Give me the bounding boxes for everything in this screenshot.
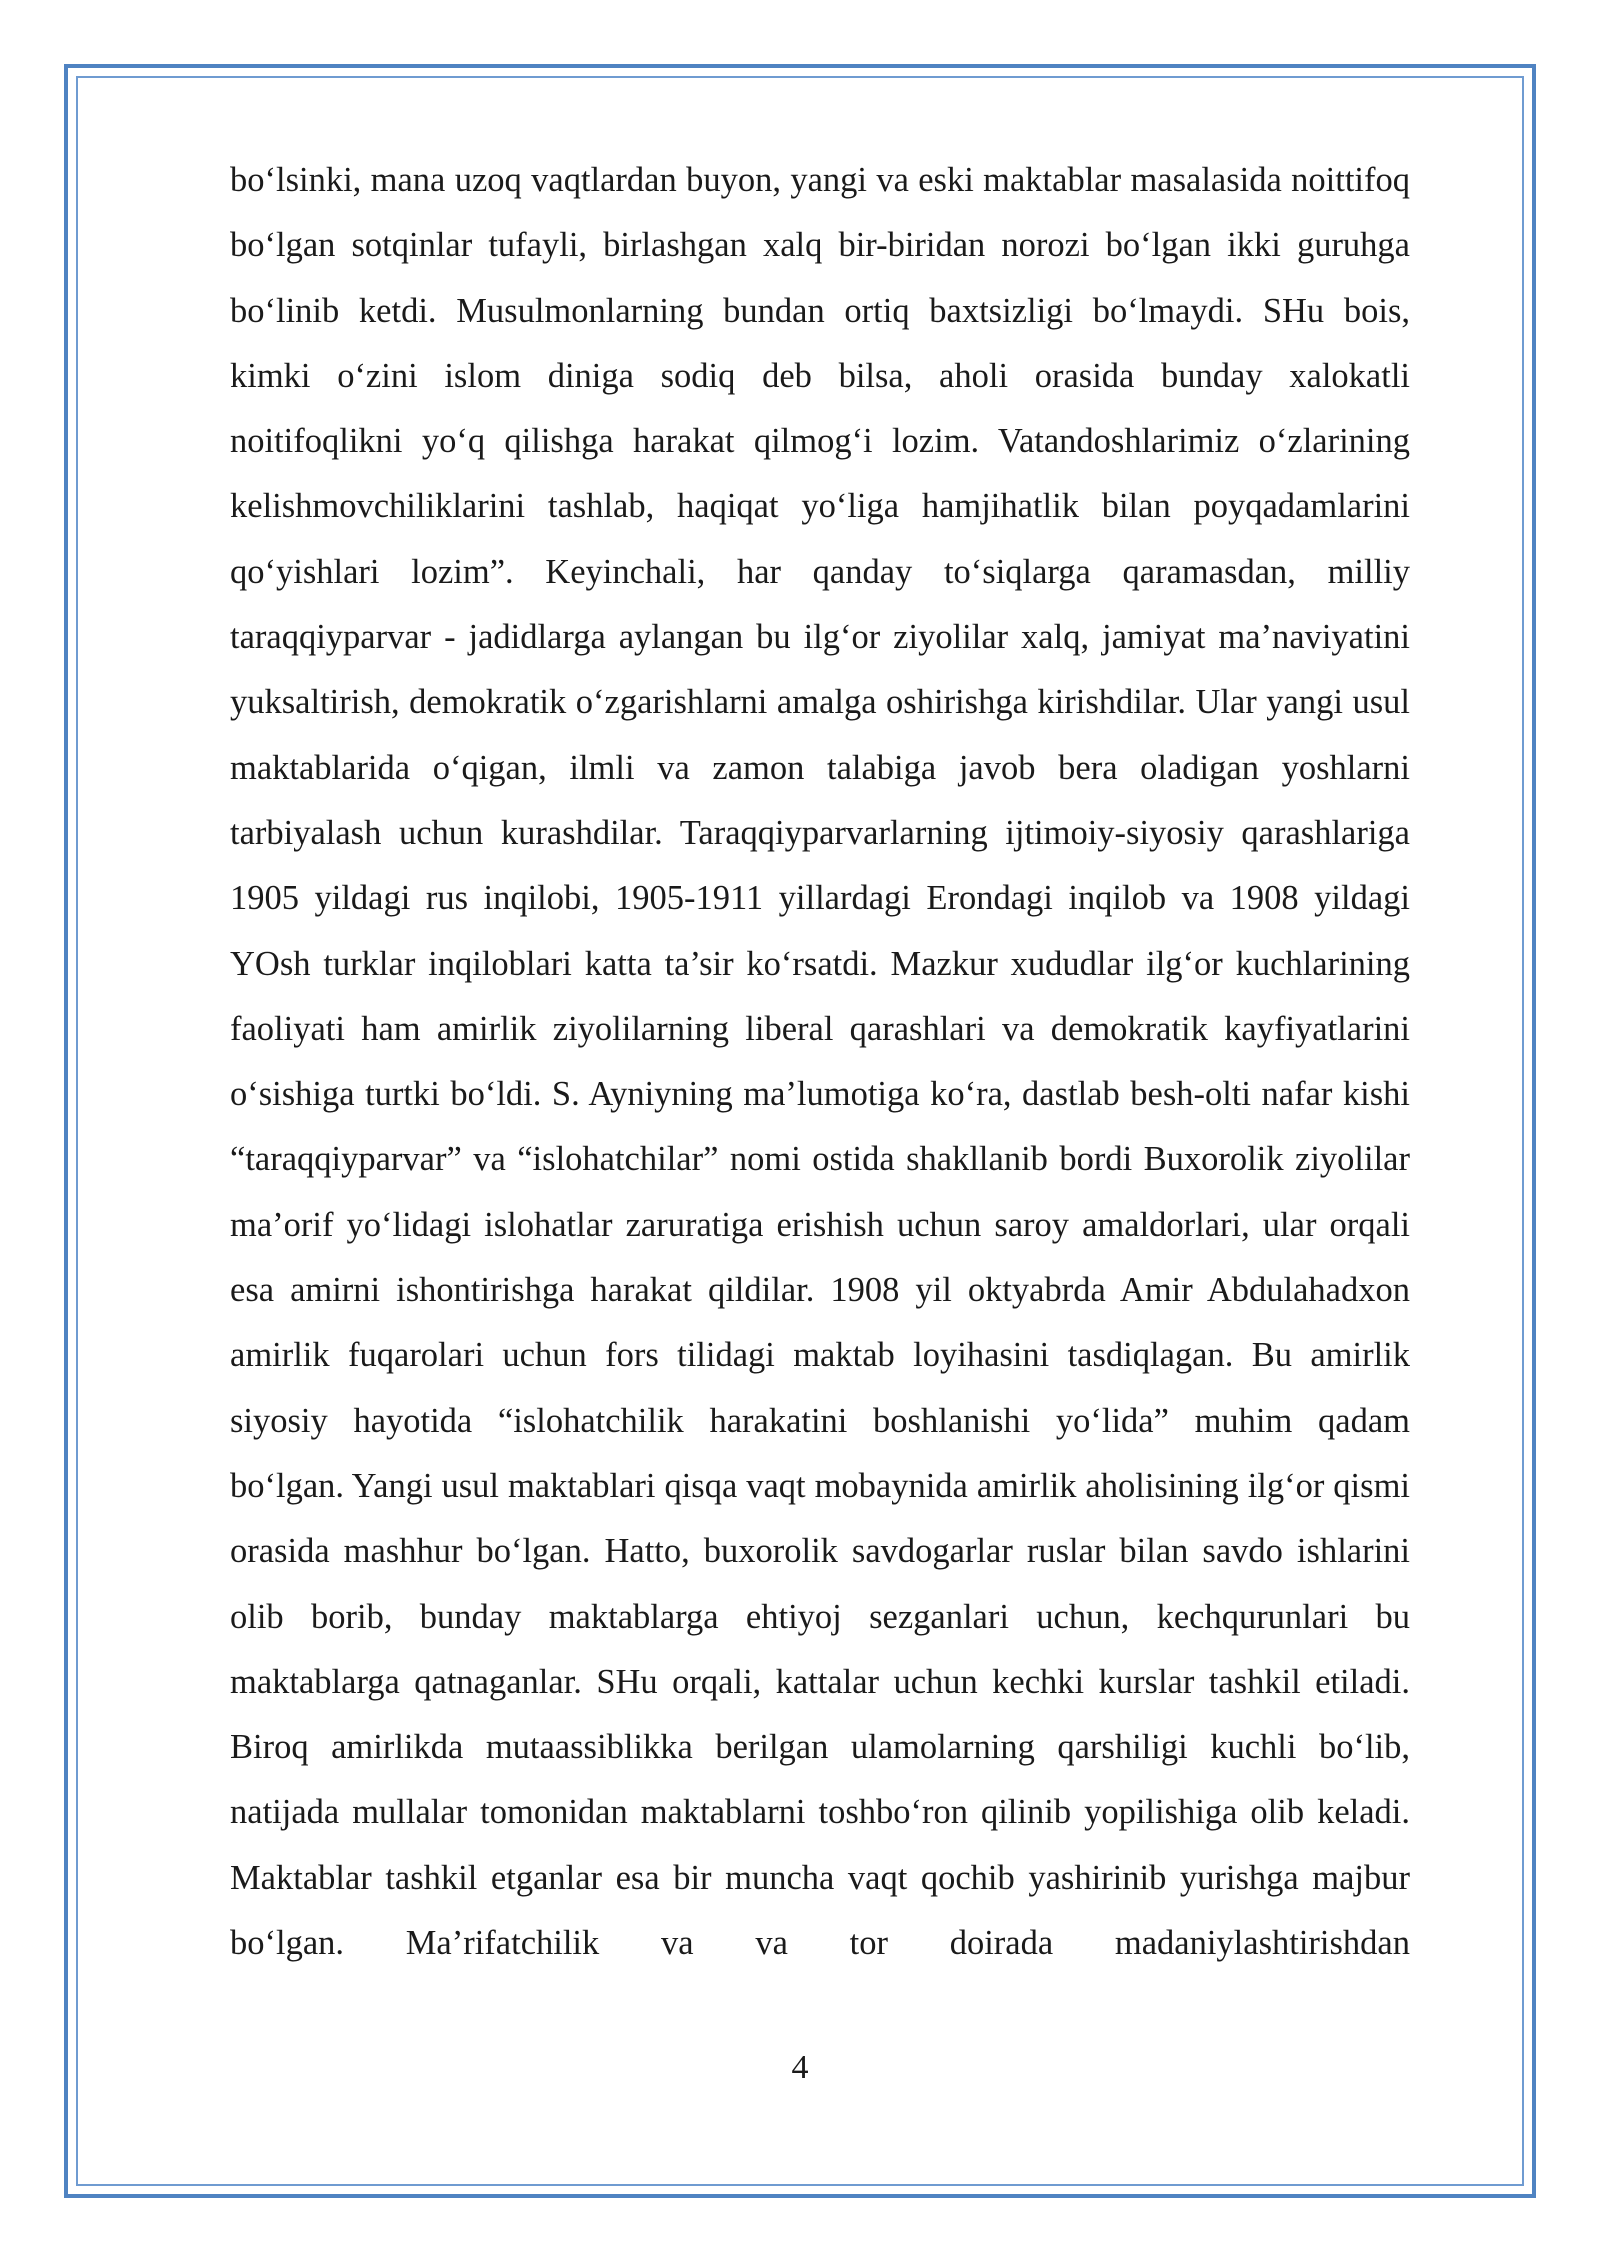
body-paragraph: bo‘lsinki, mana uzoq vaqtlardan buyon, yangi va eski maktablar masalasida noittifoq bo‘lgan sotqinlar tufayli, birlashgan xalq bir-biridan norozi bo‘lgan ikki guruhga bo‘linib ketdi. Musulmonlarning bundan ortiq baxtsizligi bo‘lmaydi. SHu bois, kimki o‘zini islom diniga sodiq deb bilsa, aholi orasida bunday xalokatli noitifoqlikni yo‘q qilishga harakat qilmog‘i lozim. Vatandoshlarimiz o‘zlarining kelishmovchiliklarini tashlab, haqiqat yo‘liga hamjihatlik bilan poyqadamlarini qo‘yishlari lozim”. Keyinchali, har qanday to‘siqlarga qaramasdan, milliy taraqqiyparvar - jadidlarga aylangan bu ilg‘or ziyolilar xalq, jamiyat ma’naviyatini yuksaltirish, demokratik o‘zgarishlarni amalga oshirishga kirishdilar. Ular yangi usul maktablarida o‘qigan, ilmli va zamon talabiga javob bera oladigan yoshlarni tarbiyalash uchun kurashdilar. Taraqqiyparvarlarning ijtimoiy-siyosiy qarashlariga 1905 yildagi rus inqilobi, 1905-1911 yillardagi Erondagi inqilob va 1908 yildagi YOsh turklar inqiloblari katta ta’sir ko‘rsatdi. Mazkur xududlar ilg‘or kuchlarining faoliyati ham amirlik ziyolilarning liberal qarashlari va demokratik kayfiyatlarini o‘sishiga turtki bo‘ldi. S. Ayniyning ma’lumotiga ko‘ra, dastlab besh-olti nafar kishi “taraqqiyparvar” va “islohatchilar” nomi ostida shakllanib bordi Buxorolik ziyolilar ma’orif yo‘lidagi islohatlar zaruratiga erishish uchun saroy amaldorlari, ular orqali esa amirni ishontirishga harakat qildilar. 1908 yil oktyabrda Amir Abdulahadxon amirlik fuqarolari uchun fors tilidagi maktab loyihasini tasdiqlagan. Bu amirlik siyosiy hayotida “islohatchilik harakatini boshlanishi yo‘lida” muhim qadam bo‘lgan. Yangi usul maktablari qisqa vaqt mobaynida amirlik aholisining ilg‘or qismi orasida mashhur bo‘lgan. Hatto, buxorolik savdogarlar ruslar bilan savdo ishlarini olib borib, bunday maktablarga ehtiyoj sezganlari uchun, kechqurunlari bu maktablarga qatnaganlar. SHu orqali, kattalar uchun kechki kurslar tashkil etiladi. Biroq amirlikda mutaassiblikka berilgan ulamolarning qarshiligi kuchli bo‘lib, natijada mullalar tomonidan maktablarni toshbo‘ron qilinib yopilishiga olib keladi. Maktablar tashkil etganlar esa bir muncha vaqt qochib yashirinib yurishga majbur bo‘lgan. Ma’rifatchilik va va tor doirada madaniylashtirishdan [230,161,1410,1963]
page-number: 4 [791,2049,809,2086]
